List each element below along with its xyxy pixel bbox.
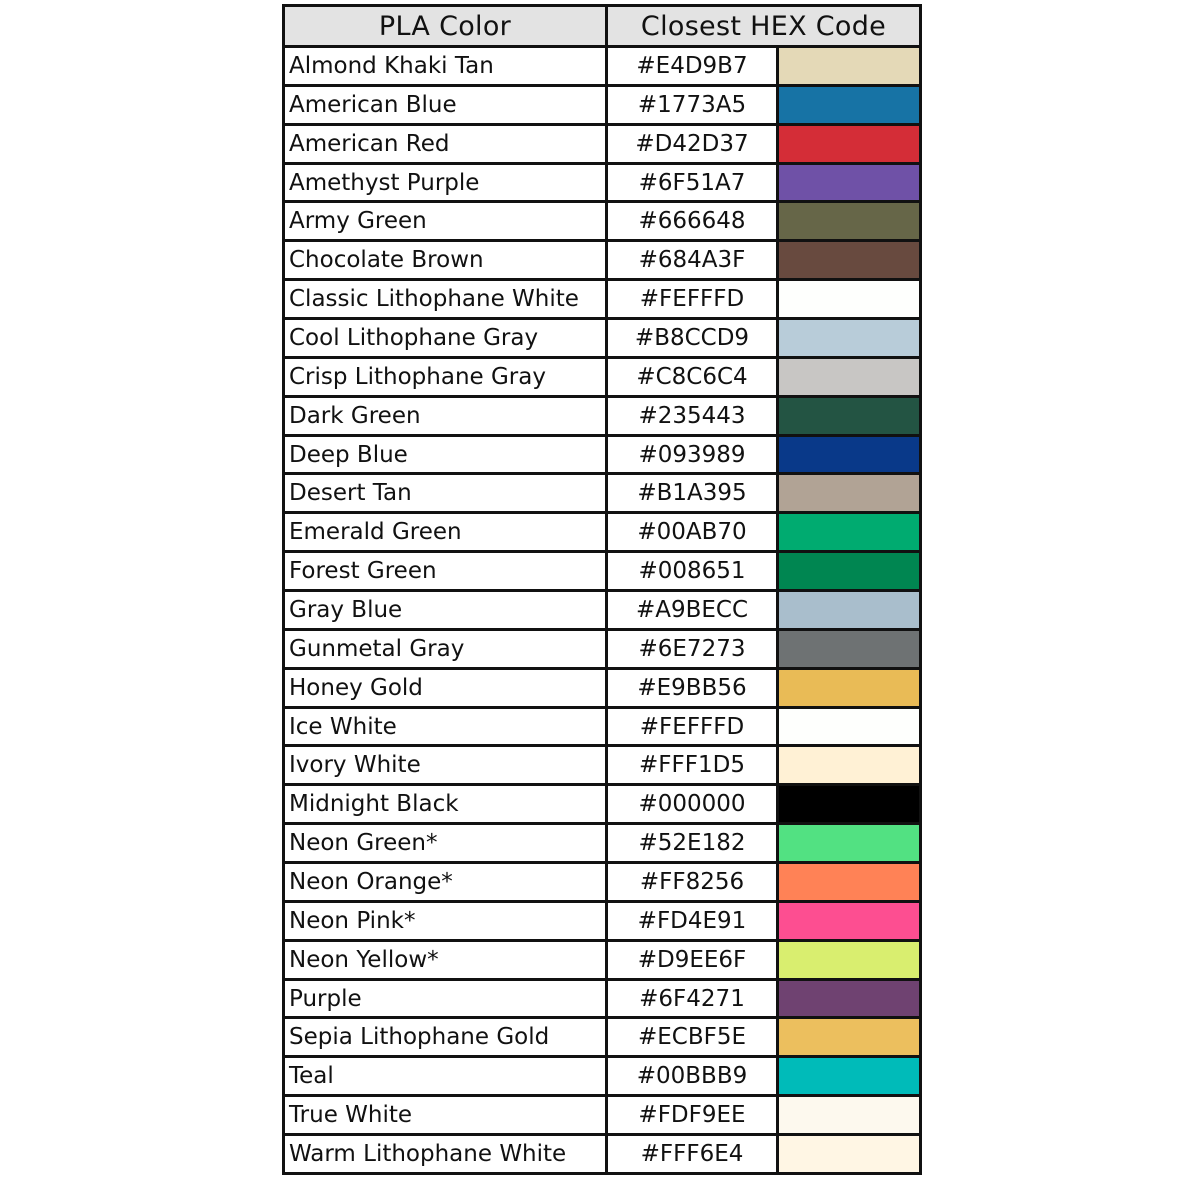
table-row [284, 668, 921, 707]
table-row [284, 979, 921, 1018]
header-closest-hex-code: Closest HEX Code [607, 6, 921, 47]
table-body [284, 47, 921, 1174]
table-row [284, 513, 921, 552]
color-swatch [778, 474, 921, 513]
color-swatch [778, 241, 921, 280]
color-name-cell: Chocolate Brown [284, 241, 607, 280]
color-name-cell: Army Green [284, 202, 607, 241]
hex-code-cell: #6F4271 [607, 979, 778, 1018]
hex-code-cell: #FD4E91 [607, 901, 778, 940]
table-row [284, 707, 921, 746]
color-swatch [778, 1096, 921, 1135]
hex-code-cell: #000000 [607, 785, 778, 824]
hex-code-cell: #FDF9EE [607, 1096, 778, 1135]
color-name-cell: American Red [284, 124, 607, 163]
table-row [284, 396, 921, 435]
color-swatch [778, 319, 921, 358]
color-name-cell: Ivory White [284, 746, 607, 785]
color-swatch [778, 707, 921, 746]
color-swatch [778, 163, 921, 202]
color-name-cell: Dark Green [284, 396, 607, 435]
hex-code-cell: #235443 [607, 396, 778, 435]
hex-code-cell: #FEFFFD [607, 707, 778, 746]
color-swatch [778, 863, 921, 902]
color-name-cell: Emerald Green [284, 513, 607, 552]
table-row [284, 629, 921, 668]
hex-code-cell: #093989 [607, 435, 778, 474]
table-row [284, 1057, 921, 1096]
hex-code-cell: #FFF1D5 [607, 746, 778, 785]
header-pla-color: PLA Color [284, 6, 607, 47]
hex-code-cell: #684A3F [607, 241, 778, 280]
table-row [284, 435, 921, 474]
hex-code-cell: #52E182 [607, 824, 778, 863]
color-swatch [778, 357, 921, 396]
hex-code-cell: #D42D37 [607, 124, 778, 163]
color-swatch [778, 513, 921, 552]
color-name-cell: Deep Blue [284, 435, 607, 474]
color-name-cell: Neon Pink* [284, 901, 607, 940]
color-name-cell: Almond Khaki Tan [284, 47, 607, 86]
color-name-cell: Midnight Black [284, 785, 607, 824]
color-name-cell: Crisp Lithophane Gray [284, 357, 607, 396]
table-row [284, 824, 921, 863]
table-row [284, 552, 921, 591]
color-swatch [778, 1018, 921, 1057]
color-swatch [778, 124, 921, 163]
color-name-cell: Forest Green [284, 552, 607, 591]
table-row [284, 85, 921, 124]
color-name-cell: Gunmetal Gray [284, 629, 607, 668]
color-swatch [778, 47, 921, 86]
hex-code-cell: #FF8256 [607, 863, 778, 902]
color-swatch [778, 746, 921, 785]
color-name-cell: Gray Blue [284, 591, 607, 630]
table-row [284, 202, 921, 241]
table-header [284, 6, 921, 47]
color-name-cell: Cool Lithophane Gray [284, 319, 607, 358]
hex-code-cell: #6E7273 [607, 629, 778, 668]
hex-code-cell: #D9EE6F [607, 940, 778, 979]
color-swatch [778, 280, 921, 319]
hex-code-cell: #1773A5 [607, 85, 778, 124]
hex-code-cell: #6F51A7 [607, 163, 778, 202]
color-name-cell: Classic Lithophane White [284, 280, 607, 319]
color-name-cell: Teal [284, 1057, 607, 1096]
color-name-cell: Neon Orange* [284, 863, 607, 902]
table-row [284, 124, 921, 163]
table-row [284, 901, 921, 940]
color-swatch [778, 824, 921, 863]
hex-code-cell: #C8C6C4 [607, 357, 778, 396]
hex-code-cell: #00AB70 [607, 513, 778, 552]
table-row [284, 940, 921, 979]
color-name-cell: Warm Lithophane White [284, 1135, 607, 1174]
hex-code-cell: #008651 [607, 552, 778, 591]
table-row [284, 47, 921, 86]
color-swatch [778, 435, 921, 474]
color-swatch [778, 629, 921, 668]
color-name-cell: Neon Yellow* [284, 940, 607, 979]
color-swatch [778, 1057, 921, 1096]
color-name-cell: Neon Green* [284, 824, 607, 863]
color-swatch [778, 668, 921, 707]
color-swatch [778, 1135, 921, 1174]
color-name-cell: Purple [284, 979, 607, 1018]
color-swatch [778, 979, 921, 1018]
table-row [284, 474, 921, 513]
hex-code-cell: #B1A395 [607, 474, 778, 513]
color-swatch [778, 940, 921, 979]
hex-code-cell: #B8CCD9 [607, 319, 778, 358]
hex-code-cell: #E9BB56 [607, 668, 778, 707]
color-swatch [778, 901, 921, 940]
table-row [284, 1096, 921, 1135]
color-name-cell: Honey Gold [284, 668, 607, 707]
table-row [284, 319, 921, 358]
hex-code-cell: #00BBB9 [607, 1057, 778, 1096]
table-row [284, 863, 921, 902]
hex-code-cell: #FFF6E4 [607, 1135, 778, 1174]
color-name-cell: Sepia Lithophane Gold [284, 1018, 607, 1057]
hex-code-cell: #ECBF5E [607, 1018, 778, 1057]
hex-code-cell: #E4D9B7 [607, 47, 778, 86]
color-swatch [778, 396, 921, 435]
table-row [284, 591, 921, 630]
color-swatch [778, 85, 921, 124]
table-row [284, 163, 921, 202]
hex-code-cell: #FEFFFD [607, 280, 778, 319]
header-row [284, 6, 921, 47]
color-swatch [778, 552, 921, 591]
color-swatch [778, 591, 921, 630]
color-swatch [778, 785, 921, 824]
hex-code-cell: #A9BECC [607, 591, 778, 630]
table-row [284, 280, 921, 319]
table-row [284, 746, 921, 785]
color-name-cell: American Blue [284, 85, 607, 124]
color-swatch [778, 202, 921, 241]
table-row [284, 1018, 921, 1057]
color-name-cell: True White [284, 1096, 607, 1135]
pla-color-table [282, 4, 922, 1175]
table-row [284, 1135, 921, 1174]
table-row [284, 785, 921, 824]
table-row [284, 357, 921, 396]
color-name-cell: Desert Tan [284, 474, 607, 513]
table-row [284, 241, 921, 280]
color-name-cell: Ice White [284, 707, 607, 746]
hex-code-cell: #666648 [607, 202, 778, 241]
color-name-cell: Amethyst Purple [284, 163, 607, 202]
